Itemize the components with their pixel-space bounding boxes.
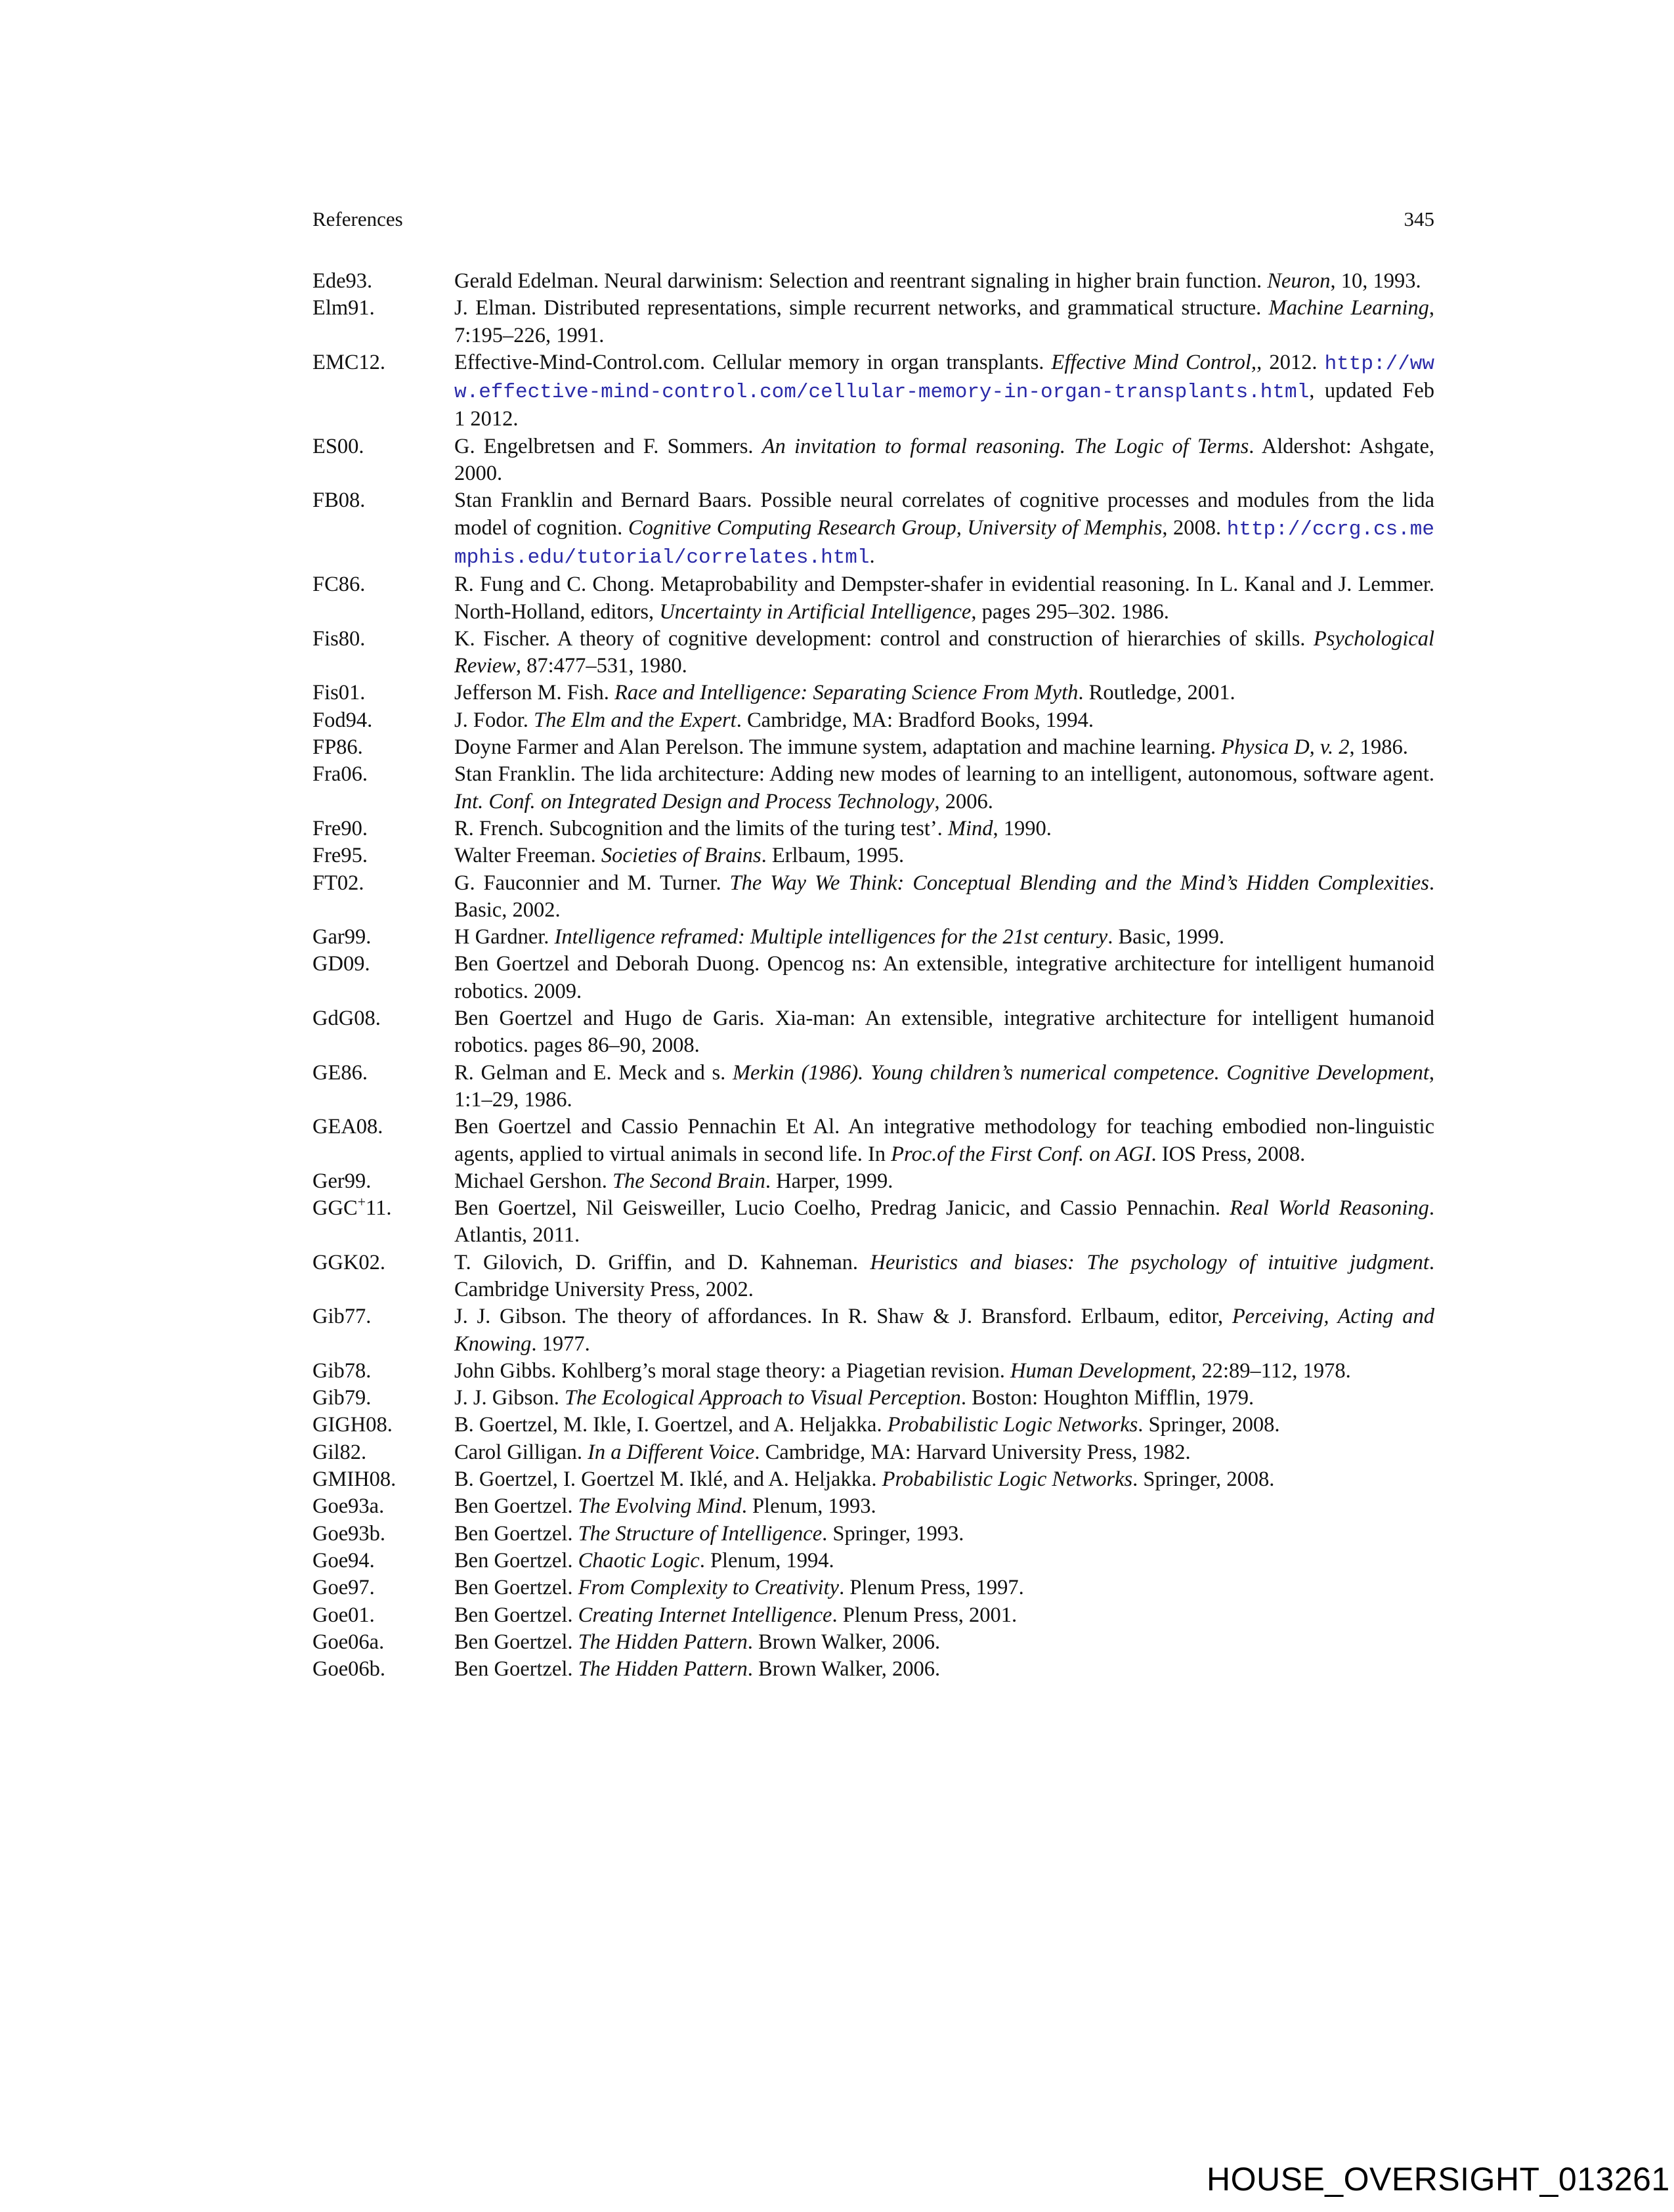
reference-entry <box>312 1005 1434 1060</box>
reference-text-segment: Stan Franklin. The lida architecture: Adding new modes of learning to an intelligent, autonomous, software agent. <box>454 762 1434 787</box>
reference-text <box>454 1412 1434 1439</box>
reference-title: The Hidden Pattern <box>578 1657 748 1681</box>
reference-key: EMC12. <box>312 350 386 374</box>
reference-title: The Way We Think: Conceptual Blending and the Mind’s Hidden Complexities <box>729 871 1429 895</box>
reference-text-segment: H Gardner. <box>454 925 555 949</box>
reference-key: FT02. <box>312 871 364 895</box>
reference-title: Effective Mind Control, <box>1051 350 1257 374</box>
reference-text <box>454 571 1434 626</box>
reference-title: An invitation to formal reasoning. The Logic of Terms <box>762 434 1249 458</box>
reference-text <box>454 626 1434 680</box>
reference-text-segment: Michael Gershon. <box>454 1169 612 1193</box>
reference-key-part: GGC <box>312 1196 358 1221</box>
reference-text-segment: , 22:89–112, 1978. <box>1191 1358 1351 1383</box>
reference-text-segment: . Springer, 1993. <box>822 1521 964 1546</box>
section-title: References <box>312 207 403 230</box>
reference-title: Real World Reasoning <box>1230 1196 1429 1221</box>
reference-key: Fis01. <box>312 681 366 705</box>
reference-entry <box>312 870 1434 924</box>
reference-text-segment: Gerald Edelman. Neural darwinism: Selection and reentrant signaling in higher brain function. <box>454 269 1268 293</box>
reference-entry <box>312 924 1434 951</box>
reference-title: Human Development <box>1010 1358 1191 1383</box>
reference-text-segment: . Plenum Press, 1997. <box>839 1576 1024 1600</box>
reference-text <box>454 1195 1434 1249</box>
reference-text <box>454 433 1434 488</box>
reference-key: GEA08. <box>312 1115 383 1139</box>
reference-entry <box>312 680 1434 706</box>
reference-text <box>454 487 1434 571</box>
reference-text-segment: . Basic, 1999. <box>1107 925 1225 949</box>
reference-title: Proc.of the First Conf. on AGI <box>891 1142 1151 1166</box>
reference-url-link[interactable]: http://www.effective-mind-control.com/cellular-memory-in-organ-transplants.html <box>454 352 1435 404</box>
reference-entry <box>312 1466 1434 1493</box>
reference-title: Probabilistic Logic Networks <box>887 1413 1138 1437</box>
reference-key: Fre95. <box>312 844 368 868</box>
reference-key: Goe93a. <box>312 1494 385 1519</box>
reference-text-segment: Jefferson M. Fish. <box>454 681 615 705</box>
reference-entry <box>312 1493 1434 1520</box>
reference-text-segment: J. Elman. Distributed representations, simple recurrent networks, and grammatical structure. <box>454 296 1269 320</box>
reference-key: GIGH08. <box>312 1413 393 1437</box>
reference-text <box>454 1548 1434 1574</box>
reference-text <box>454 815 1434 842</box>
reference-title: Intelligence reframed: Multiple intelligences for the 21st century <box>554 925 1108 949</box>
reference-entry <box>312 1439 1434 1466</box>
reference-key: Goe01. <box>312 1603 375 1627</box>
reference-key: GD09. <box>312 952 370 976</box>
reference-text-segment: Ben Goertzel, Nil Geisweiller, Lucio Coelho, Predrag Janicic, and Cassio Pennachin. <box>454 1196 1230 1221</box>
reference-title: In a Different Voice <box>588 1440 755 1464</box>
reference-title: Uncertainty in Artificial Intelligence <box>659 599 972 624</box>
reference-entry <box>312 707 1434 734</box>
reference-entry <box>312 1412 1434 1439</box>
reference-key: Fod94. <box>312 708 373 732</box>
reference-entry <box>312 349 1434 433</box>
reference-title: Perceiving, Acting and Knowing <box>454 1305 1434 1356</box>
reference-text-segment: . Brown Walker, 2006. <box>747 1630 941 1654</box>
reference-key: Gib79. <box>312 1386 372 1410</box>
reference-text-segment: , 2012. <box>1256 350 1325 374</box>
reference-key: GdG08. <box>312 1007 381 1031</box>
reference-key: Goe94. <box>312 1548 375 1572</box>
reference-text <box>454 268 1434 295</box>
reference-title: Physica D, v. 2 <box>1221 735 1350 760</box>
reference-text-segment: . Plenum, 1993. <box>741 1494 876 1519</box>
reference-text-segment: G. Engelbretsen and F. Sommers. <box>454 434 762 458</box>
reference-text <box>454 1466 1434 1493</box>
reference-text-segment: . Erlbaum, 1995. <box>761 844 905 868</box>
reference-entry <box>312 1249 1434 1304</box>
reference-entry <box>312 1303 1434 1358</box>
reference-key: Goe93b. <box>312 1521 386 1546</box>
reference-title: Merkin (1986). Young children’s numerical competence. Cognitive Development <box>732 1060 1429 1085</box>
reference-text-segment: . Cambridge University Press, 2002. <box>454 1250 1435 1301</box>
reference-text-segment: . Plenum Press, 2001. <box>832 1603 1018 1627</box>
reference-text-segment: . Routledge, 2001. <box>1078 681 1235 705</box>
reference-text-segment: . Atlantis, 2011. <box>454 1196 1434 1247</box>
reference-title: Societies of Brains <box>601 844 762 868</box>
reference-text-segment: Ben Goertzel and Hugo de Garis. Xia-man: An extensible, integrative architecture for intelligent humanoid robotics. pages 86–90, 2008. <box>454 1007 1434 1058</box>
reference-text-segment: . Basic, 2002. <box>454 871 1434 922</box>
reference-title: Probabilistic Logic Networks <box>882 1467 1133 1492</box>
reference-text-segment: T. Gilovich, D. Griffin, and D. Kahneman. <box>454 1250 870 1274</box>
reference-key: Goe06a. <box>312 1630 385 1654</box>
reference-text-segment: , 1:1–29, 1986. <box>454 1060 1434 1112</box>
reference-text-segment: Effective-Mind-Control.com. Cellular memory in organ transplants. <box>454 350 1052 374</box>
page-number: 345 <box>1404 207 1434 230</box>
reference-key-part: 11. <box>366 1196 392 1221</box>
reference-text-segment: . 1977. <box>531 1332 590 1356</box>
reference-text-segment: Stan Franklin and Bernard Baars. Possible neural correlates of cognitive processes and modules from the lida model of cognition. <box>454 488 1434 540</box>
reference-key <box>312 1195 454 1249</box>
reference-title: From Complexity to Creativity <box>578 1576 840 1600</box>
reference-text-segment: Doyne Farmer and Alan Perelson. The immune system, adaptation and machine learning. <box>454 735 1222 760</box>
reference-key: Goe06b. <box>312 1657 386 1681</box>
reference-key: Ede93. <box>312 269 373 293</box>
reference-text-segment: , pages 295–302. 1986. <box>971 599 1169 624</box>
reference-text <box>454 349 1434 433</box>
reference-entry <box>312 571 1434 626</box>
reference-entry <box>312 626 1434 680</box>
reference-text <box>454 1303 1434 1358</box>
reference-text <box>454 1656 1434 1683</box>
reference-text-segment: Ben Goertzel and Deborah Duong. Opencog ns: An extensible, integrative architecture for intelligent humanoid robotics. 2009. <box>454 952 1434 1003</box>
reference-entry <box>312 433 1434 488</box>
reference-text <box>454 1114 1434 1168</box>
reference-text-segment: Ben Goertzel. <box>454 1521 578 1546</box>
reference-title: Machine Learning <box>1268 296 1429 320</box>
reference-text <box>454 1358 1434 1385</box>
reference-key: Fis80. <box>312 626 366 651</box>
reference-text-segment: Ben Goertzel. <box>454 1603 578 1627</box>
reference-text-segment: Ben Goertzel. <box>454 1494 578 1519</box>
reference-key: Elm91. <box>312 296 375 320</box>
reference-text-segment: Walter Freeman. <box>454 844 601 868</box>
reference-key: FP86. <box>312 735 363 760</box>
reference-title: Creating Internet Intelligence <box>578 1603 832 1627</box>
reference-entry <box>312 1358 1434 1385</box>
reference-text-segment: . Cambridge, MA: Harvard University Press, 1982. <box>754 1440 1191 1464</box>
reference-entry <box>312 1060 1434 1114</box>
reference-key: Fra06. <box>312 762 368 787</box>
reference-text-segment: J. J. Gibson. The theory of affordances. In R. Shaw & J. Bransford. Erlbaum, editor, <box>454 1305 1232 1329</box>
reference-entry <box>312 1656 1434 1683</box>
reference-text-segment: . Aldershot: Ashgate, 2000. <box>454 434 1434 486</box>
reference-entry <box>312 1574 1434 1601</box>
reference-text-segment: . Brown Walker, 2006. <box>747 1657 941 1681</box>
reference-text-segment: Ben Goertzel. <box>454 1548 578 1572</box>
reference-title: The Elm and the Expert <box>534 708 737 732</box>
reference-title: Race and Intelligence: Separating Science From Myth <box>614 681 1079 705</box>
reference-text <box>454 842 1434 869</box>
reference-key: ES00. <box>312 434 364 458</box>
reference-text <box>454 761 1434 815</box>
reference-text-segment: , updated Feb 1 2012. <box>454 379 1434 431</box>
reference-key: Goe97. <box>312 1576 375 1600</box>
reference-entry <box>312 1521 1434 1548</box>
reference-key: GMIH08. <box>312 1467 397 1492</box>
reference-text-segment: . Springer, 2008. <box>1132 1467 1275 1492</box>
reference-text-segment: Ben Goertzel. <box>454 1576 578 1600</box>
reference-key: Ger99. <box>312 1169 372 1193</box>
reference-title: The Evolving Mind <box>578 1494 742 1519</box>
reference-text <box>454 1574 1434 1601</box>
bates-stamp: HOUSE_OVERSIGHT_013261 <box>1207 2161 1670 2198</box>
reference-text <box>454 1168 1434 1195</box>
reference-text <box>454 870 1434 924</box>
running-header <box>312 207 1434 235</box>
reference-key-part: + <box>357 1194 366 1211</box>
reference-text-segment: , 1990. <box>993 816 1052 840</box>
reference-text-segment: Ben Goertzel. <box>454 1657 578 1681</box>
reference-text-segment: , 87:477–531, 1980. <box>515 654 687 678</box>
reference-title: Mind <box>947 816 993 840</box>
reference-key: GE86. <box>312 1060 368 1085</box>
reference-text <box>454 1602 1434 1629</box>
reference-text-segment: Carol Gilligan. <box>454 1440 588 1464</box>
reference-title: The Structure of Intelligence <box>578 1521 823 1546</box>
reference-title: Chaotic Logic <box>578 1548 700 1572</box>
reference-text-segment: Ben Goertzel. <box>454 1630 578 1654</box>
reference-text-segment: . IOS Press, 2008. <box>1151 1142 1306 1166</box>
reference-text <box>454 1521 1434 1548</box>
reference-text-segment: . Cambridge, MA: Bradford Books, 1994. <box>736 708 1094 732</box>
reference-title: Neuron <box>1267 269 1331 293</box>
reference-entry <box>312 268 1434 295</box>
reference-text <box>454 707 1434 734</box>
reference-entry <box>312 1114 1434 1168</box>
reference-entry <box>312 1548 1434 1574</box>
reference-title: Int. Conf. on Integrated Design and Process Technology <box>454 789 935 813</box>
reference-title: The Second Brain <box>612 1169 765 1193</box>
reference-text <box>454 1629 1434 1656</box>
reference-key: Fre90. <box>312 816 368 840</box>
reference-text-segment: . Plenum, 1994. <box>699 1548 834 1572</box>
reference-entry <box>312 1195 1434 1249</box>
reference-entry <box>312 1168 1434 1195</box>
reference-entry <box>312 1385 1434 1412</box>
reference-key: Gib77. <box>312 1305 372 1329</box>
reference-text-segment: R. Gelman and E. Meck and s. <box>454 1060 733 1085</box>
reference-title: Heuristics and biases: The psychology of intuitive judgment <box>870 1250 1429 1274</box>
reference-text-segment: R. Fung and C. Chong. Metaprobability and Dempster-shafer in evidential reasoning. In L. Kanal and J. Lemmer. North-Holland, editors, <box>454 573 1434 624</box>
reference-text-segment: G. Fauconnier and M. Turner. <box>454 871 730 895</box>
reference-text <box>454 680 1434 706</box>
reference-text-segment: , 2006. <box>934 789 993 813</box>
reference-entry <box>312 761 1434 815</box>
reference-text-segment: . Boston: Houghton Mifflin, 1979. <box>960 1386 1255 1410</box>
reference-text-segment: , 7:195–226, 1991. <box>454 296 1434 347</box>
reference-key: FB08. <box>312 488 366 513</box>
reference-text-segment: John Gibbs. Kohlberg’s moral stage theory: a Piagetian revision. <box>454 1358 1010 1383</box>
reference-text-segment: K. Fischer. A theory of cognitive development: control and construction of hierarchies of skills. <box>454 626 1314 651</box>
reference-text <box>454 295 1434 349</box>
reference-list <box>312 268 1434 1683</box>
reference-key: Gil82. <box>312 1440 367 1464</box>
reference-key: GGK02. <box>312 1250 386 1274</box>
reference-entry <box>312 1602 1434 1629</box>
reference-text <box>454 1060 1434 1114</box>
reference-text-segment: . Springer, 2008. <box>1138 1413 1280 1437</box>
reference-entry <box>312 815 1434 842</box>
reference-text <box>454 734 1434 761</box>
reference-key: Gar99. <box>312 925 372 949</box>
reference-entry <box>312 295 1434 349</box>
reference-text-segment: J. Fodor. <box>454 708 534 732</box>
reference-entry <box>312 487 1434 571</box>
reference-text-segment: . Harper, 1999. <box>765 1169 893 1193</box>
reference-entry <box>312 1629 1434 1656</box>
reference-text-segment: Ben Goertzel and Cassio Pennachin Et Al. An integrative methodology for teaching embodied non-linguistic agents, applied to virtual animals in second life. In <box>454 1115 1434 1166</box>
reference-text-segment: , 1986. <box>1349 735 1408 760</box>
reference-title: Cognitive Computing Research Group, University of Memphis <box>628 515 1163 540</box>
reference-entry <box>312 951 1434 1005</box>
reference-title: Psychological Review <box>454 626 1434 678</box>
reference-text-segment: , 2008. <box>1162 515 1227 540</box>
reference-text-segment: B. Goertzel, M. Ikle, I. Goertzel, and A. Heljakka. <box>454 1413 888 1437</box>
reference-title: The Hidden Pattern <box>578 1630 748 1654</box>
reference-text-segment: R. French. Subcognition and the limits of the turing test’. <box>454 816 948 840</box>
reference-text-segment: J. J. Gibson. <box>454 1386 565 1410</box>
reference-entry <box>312 734 1434 761</box>
reference-url-link[interactable]: http://ccrg.cs.memphis.edu/tutorial/correlates.html <box>454 517 1434 569</box>
reference-title: The Ecological Approach to Visual Perception <box>564 1386 961 1410</box>
reference-text <box>454 1439 1434 1466</box>
reference-text-segment: . <box>869 544 875 568</box>
reference-key: Gib78. <box>312 1358 372 1383</box>
reference-text <box>454 1249 1434 1304</box>
reference-key: FC86. <box>312 573 366 597</box>
reference-text-segment: , 10, 1993. <box>1330 269 1421 293</box>
reference-text <box>454 951 1434 1005</box>
reference-entry <box>312 842 1434 869</box>
reference-text-segment: B. Goertzel, I. Goertzel M. Iklé, and A. Heljakka. <box>454 1467 882 1492</box>
reference-text <box>454 1493 1434 1520</box>
reference-text <box>454 924 1434 951</box>
reference-text <box>454 1385 1434 1412</box>
reference-text <box>454 1005 1434 1060</box>
